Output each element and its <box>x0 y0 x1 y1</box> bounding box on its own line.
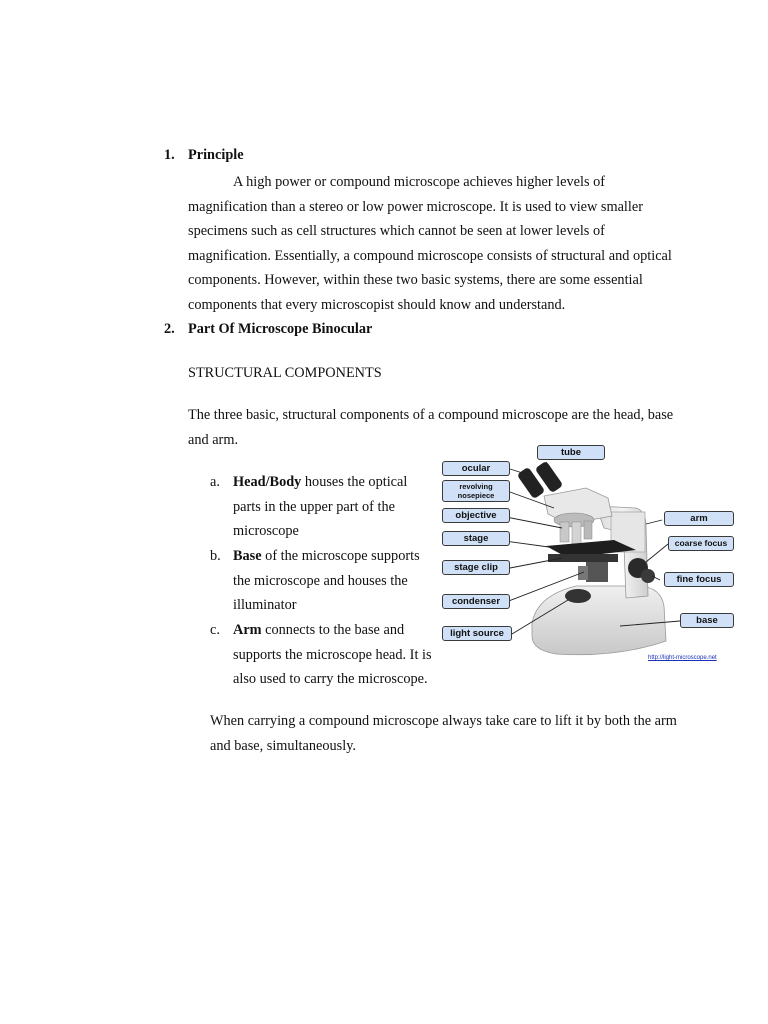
figure-source-link[interactable]: http://light-microscope.net <box>648 655 717 661</box>
paragraph-line: magnification than a stereo or low power microscope. It is used to view smaller <box>188 198 643 215</box>
paragraph-line: The three basic, structural components of a compound microscope are the head, base <box>188 407 674 423</box>
label-light-source: light source <box>442 626 512 641</box>
paragraph-line: magnification. Essentially, a compound microscope consists of structural and optical <box>188 247 672 264</box>
list-item-head <box>210 470 440 544</box>
section-1-number: 1. <box>164 147 175 163</box>
paragraph-line: microscope <box>233 523 299 539</box>
closing-paragraph <box>210 709 690 758</box>
paragraph-line: components. However, within these two basic systems, there are some essential <box>188 272 643 288</box>
label-tube: tube <box>537 445 605 460</box>
label-line: revolving <box>459 482 493 491</box>
term-description: connects to the base and <box>261 622 405 638</box>
list-marker: a. <box>210 474 220 490</box>
label-stage: stage <box>442 531 510 546</box>
principle-paragraph <box>188 170 688 317</box>
paragraph-line: components that every microscopist should know and understand. <box>188 296 566 313</box>
label-objective: objective <box>442 508 510 523</box>
label-stage-clip: stage clip <box>442 560 510 575</box>
term-base: Base <box>233 548 262 564</box>
section-2-number: 2. <box>164 321 175 337</box>
label-coarse-focus: coarse focus <box>668 536 734 551</box>
structural-components-subheading: STRUCTURAL COMPONENTS <box>188 365 382 381</box>
paragraph-line: parts in the upper part of the <box>233 498 395 515</box>
list-marker: c. <box>210 622 220 638</box>
label-condenser: condenser <box>442 594 510 609</box>
term-head-body: Head/Body <box>233 474 302 490</box>
section-1-title: Principle <box>188 147 244 163</box>
paragraph-line: and base, simultaneously. <box>210 737 356 754</box>
microscope-figure <box>436 436 740 672</box>
term-arm: Arm <box>233 622 262 638</box>
paragraph-line: supports the microscope head. It is <box>233 646 432 663</box>
list-item-base <box>210 544 440 618</box>
label-ocular: ocular <box>442 461 510 476</box>
label-base: base <box>680 613 734 628</box>
term-description: houses the optical <box>301 474 408 490</box>
section-2-title: Part Of Microscope Binocular <box>188 321 373 337</box>
paragraph-line: When carrying a compound microscope always take care to lift it by both the arm <box>210 713 677 729</box>
paragraph-line: the microscope and houses the <box>233 572 408 589</box>
list-marker: b. <box>210 548 221 564</box>
label-line: nosepiece <box>457 491 495 500</box>
label-arm: arm <box>664 511 734 526</box>
paragraph-line: and arm. <box>188 431 239 448</box>
term-description: of the microscope supports <box>261 548 420 564</box>
label-fine-focus: fine focus <box>664 572 734 587</box>
list-item-arm <box>210 618 440 692</box>
light-source-shape <box>565 589 591 603</box>
paragraph-line: also used to carry the microscope. <box>233 671 428 687</box>
paragraph-line: A high power or compound microscope achieves higher levels of <box>233 174 606 190</box>
paragraph-line: illuminator <box>233 597 297 613</box>
label-revolving-nosepiece <box>442 480 510 502</box>
paragraph-line: specimens such as cell structures which cannot be seen at lower levels of <box>188 223 605 239</box>
